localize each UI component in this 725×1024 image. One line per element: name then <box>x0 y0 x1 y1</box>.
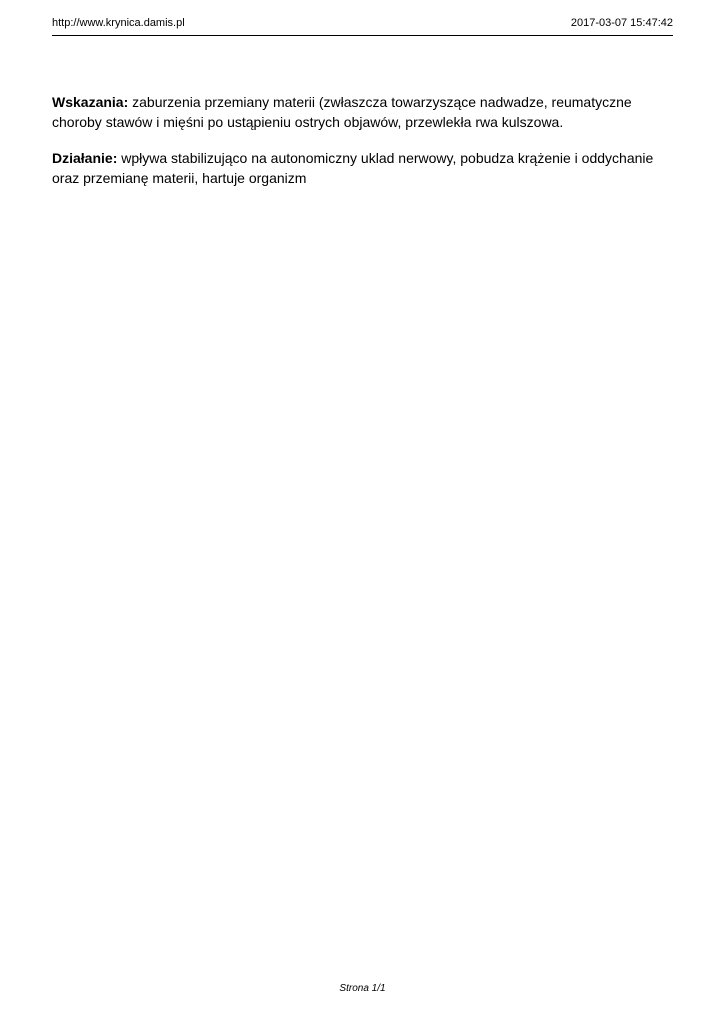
action-label: Działanie: <box>52 150 118 166</box>
page-number: Strona 1/1 <box>339 983 386 994</box>
indications-text: zaburzenia przemiany materii (zwłaszcza towarzyszące nadwadze, reumatyczne choroby stawów i mięśni po ustąpieniu ostrych objawów, przewlekła rwa kulszowa. <box>52 94 632 130</box>
indications-label: Wskazania: <box>52 94 129 110</box>
header-datetime: 2017-03-07 15:47:42 <box>570 17 673 29</box>
action-paragraph <box>52 148 673 188</box>
action-text: wpływa stabilizująco na autonomiczny uklad nerwowy, pobudza krążenie i oddychanie oraz przemianę materii, hartuje organizm <box>52 150 654 186</box>
indications-paragraph <box>52 92 673 132</box>
page-header <box>52 15 673 36</box>
document-body <box>52 92 673 204</box>
header-url: http://www.krynica.damis.pl <box>52 17 185 29</box>
